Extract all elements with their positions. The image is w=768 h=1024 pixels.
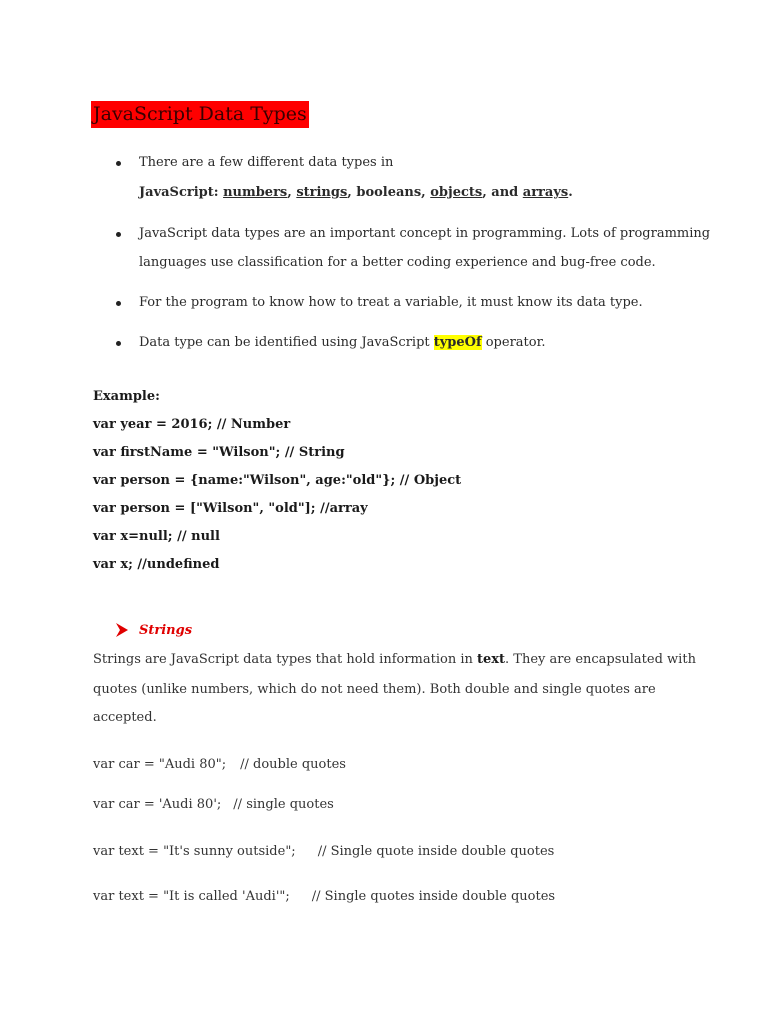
bullet-2-line-1: JavaScript data types are an important concept in programming. Lots of programming <box>139 226 711 241</box>
bullet-dot <box>116 232 121 237</box>
text-fragment: . <box>568 185 573 200</box>
string-example <box>93 796 334 814</box>
text-fragment: , booleans, <box>347 185 431 200</box>
bullet-3: For the program to know how to treat a variable, it must know its data type. <box>139 295 643 310</box>
comment-fragment: // double quotes <box>240 757 346 772</box>
text-fragment: operator. <box>481 335 546 350</box>
example-heading: Example: <box>93 389 160 404</box>
example-line: var x=null; // null <box>93 529 220 544</box>
text-fragment: JavaScript: <box>139 185 224 200</box>
text-fragment: . They are encapsulated with <box>505 652 696 667</box>
strings-heading: Strings <box>139 623 193 638</box>
code-fragment: var text = "It's sunny outside"; <box>93 844 296 859</box>
code-fragment: var text = "It is called 'Audi'"; <box>93 889 290 904</box>
bullet-dot <box>116 161 121 166</box>
bullet-2-line-2: languages use classification for a better coding experience and bug-free code. <box>139 255 656 270</box>
bullet-1-line-1: There are a few different data types in <box>139 155 394 170</box>
example-line: var x; //undefined <box>93 557 220 572</box>
text-fragment: , <box>287 185 297 200</box>
highlighted-keyword: typeOf <box>433 335 482 350</box>
example-line: var year = 2016; // Number <box>93 417 291 432</box>
link-arrays: arrays <box>522 185 569 200</box>
link-numbers: numbers <box>223 185 288 200</box>
text-fragment: , and <box>482 185 523 200</box>
page-title: JavaScript Data Types <box>91 101 309 128</box>
link-objects: objects <box>430 185 483 200</box>
text-fragment: Strings are JavaScript data types that hold information in <box>93 652 478 667</box>
bullet-dot <box>116 301 121 306</box>
text-fragment: Data type can be identified using JavaScript <box>139 335 434 350</box>
comment-fragment: // single quotes <box>233 797 334 812</box>
link-strings: strings <box>296 185 348 200</box>
example-line: var firstName = "Wilson"; // String <box>93 445 345 460</box>
bullet-4 <box>139 334 546 352</box>
arrow-bullet-icon <box>115 621 129 639</box>
code-fragment: var car = "Audi 80"; <box>93 757 227 772</box>
string-example <box>93 756 346 774</box>
comment-fragment: // Single quote inside double quotes <box>317 844 555 859</box>
bullet-1-line-2 <box>139 184 573 202</box>
example-line: var person = {name:"Wilson", age:"old"}; // Object <box>93 473 462 488</box>
string-example <box>93 888 555 906</box>
string-example <box>93 843 554 861</box>
strings-paragraph-line-1 <box>93 651 696 669</box>
bullet-dot <box>116 341 121 346</box>
strings-paragraph-line-2: quotes (unlike numbers, which do not need them). Both double and single quotes are <box>93 682 656 697</box>
code-fragment: var car = 'Audi 80'; <box>93 797 222 812</box>
strings-paragraph-line-3: accepted. <box>93 710 157 725</box>
example-line: var person = ["Wilson", "old"]; //array <box>93 501 368 516</box>
bold-keyword: text <box>477 652 506 667</box>
comment-fragment: // Single quotes inside double quotes <box>311 889 556 904</box>
